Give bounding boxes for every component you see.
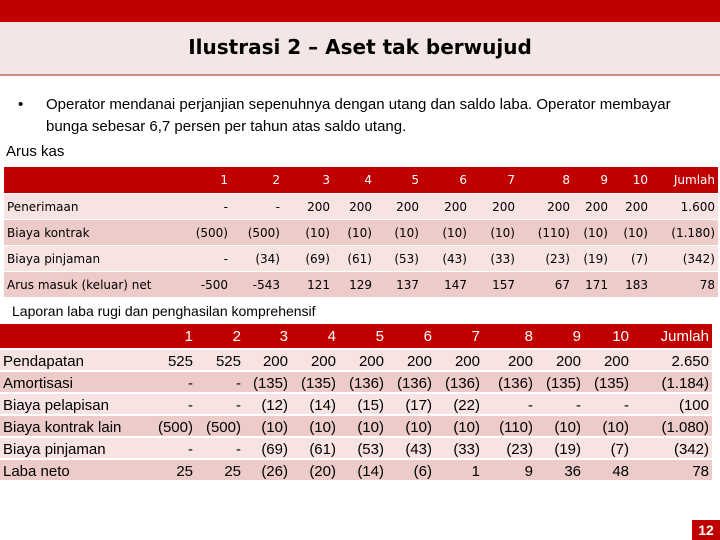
table-cell: - xyxy=(148,437,196,459)
table-cell: (22) xyxy=(435,393,483,415)
table-cell: (61) xyxy=(333,246,375,272)
table-cell: - xyxy=(174,194,231,220)
table-row xyxy=(0,371,712,393)
table-cell: (10) xyxy=(387,415,435,437)
table-cell: (136) xyxy=(387,371,435,393)
table-cell: (14) xyxy=(291,393,339,415)
column-header: 1 xyxy=(174,167,231,194)
cash-flow-table xyxy=(4,167,718,298)
table-cell: (10) xyxy=(339,415,387,437)
row-label: Biaya pinjaman xyxy=(4,246,174,272)
table-cell: 200 xyxy=(291,349,339,371)
table-cell: (53) xyxy=(339,437,387,459)
table-cell: (10) xyxy=(422,220,470,246)
column-header: 6 xyxy=(422,167,470,194)
table-cell: (135) xyxy=(244,371,291,393)
table-cell: 25 xyxy=(148,459,196,481)
column-header: 6 xyxy=(387,324,435,349)
table-cell: (10) xyxy=(536,415,584,437)
table-cell: (53) xyxy=(375,246,422,272)
table-cell: - xyxy=(536,393,584,415)
table-cell: 200 xyxy=(536,349,584,371)
table-cell: - xyxy=(174,246,231,272)
table-cell: (19) xyxy=(536,437,584,459)
row-label: Amortisasi xyxy=(0,371,148,393)
column-header: 10 xyxy=(584,324,632,349)
table-cell: (10) xyxy=(283,220,333,246)
table-cell: (7) xyxy=(611,246,651,272)
table-cell: 200 xyxy=(244,349,291,371)
row-label: Laba neto xyxy=(0,459,148,481)
bullet-dot: • xyxy=(18,96,24,113)
column-header: 10 xyxy=(611,167,651,194)
table-cell: (15) xyxy=(339,393,387,415)
column-header: Jumlah xyxy=(651,167,718,194)
row-label: Biaya kontrak xyxy=(4,220,174,246)
column-header: 4 xyxy=(291,324,339,349)
table-cell: -500 xyxy=(174,272,231,298)
table-cell: (6) xyxy=(387,459,435,481)
column-header: 9 xyxy=(573,167,611,194)
table-cell: - xyxy=(196,371,244,393)
table-cell: (135) xyxy=(536,371,584,393)
table-cell: 171 xyxy=(573,272,611,298)
table-cell: 200 xyxy=(339,349,387,371)
table-cell: - xyxy=(483,393,536,415)
table-cell: 25 xyxy=(196,459,244,481)
table-row xyxy=(0,415,712,437)
table-cell: (10) xyxy=(470,220,518,246)
table-cell: (69) xyxy=(244,437,291,459)
table-cell: 200 xyxy=(573,194,611,220)
table-cell: 200 xyxy=(435,349,483,371)
column-header: 5 xyxy=(375,167,422,194)
table-cell: 137 xyxy=(375,272,422,298)
table-row xyxy=(4,246,718,272)
header-corner xyxy=(0,324,148,349)
table-cell: - xyxy=(196,393,244,415)
table-cell: (10) xyxy=(435,415,483,437)
income-statement-heading: Laporan laba rugi dan penghasilan komprehensif xyxy=(12,303,316,319)
table-cell: (17) xyxy=(387,393,435,415)
table-cell: (23) xyxy=(483,437,536,459)
table-cell: (12) xyxy=(244,393,291,415)
table-cell: 200 xyxy=(375,194,422,220)
table-cell: (43) xyxy=(387,437,435,459)
header-band xyxy=(0,0,720,22)
table-cell: 1.600 xyxy=(651,194,718,220)
table-cell: 200 xyxy=(283,194,333,220)
table-cell: 200 xyxy=(387,349,435,371)
table-cell: 200 xyxy=(611,194,651,220)
table-cell: (500) xyxy=(196,415,244,437)
table-cell: 1 xyxy=(435,459,483,481)
row-label: Biaya pelapisan xyxy=(0,393,148,415)
table-cell: (136) xyxy=(483,371,536,393)
table-cell: (135) xyxy=(291,371,339,393)
table-cell: (43) xyxy=(422,246,470,272)
income-statement-table xyxy=(0,324,712,482)
table-cell: (10) xyxy=(375,220,422,246)
table-cell: (10) xyxy=(584,415,632,437)
table-cell: (1.080) xyxy=(632,415,712,437)
column-header: 7 xyxy=(470,167,518,194)
page-number: 12 xyxy=(692,520,720,540)
table-row xyxy=(4,272,718,298)
table-cell: - xyxy=(584,393,632,415)
table-cell: (1.180) xyxy=(651,220,718,246)
table-cell: (14) xyxy=(339,459,387,481)
table-cell: (61) xyxy=(291,437,339,459)
column-header: 9 xyxy=(536,324,584,349)
column-header: 2 xyxy=(196,324,244,349)
column-header: 3 xyxy=(283,167,333,194)
table-header-row xyxy=(0,324,712,349)
column-header: 3 xyxy=(244,324,291,349)
slide-title: Ilustrasi 2 – Aset tak berwujud xyxy=(188,35,532,59)
table-cell: -543 xyxy=(231,272,283,298)
table-cell: (69) xyxy=(283,246,333,272)
table-cell: (136) xyxy=(435,371,483,393)
table-cell: 200 xyxy=(422,194,470,220)
table-cell: (33) xyxy=(435,437,483,459)
table-cell: (500) xyxy=(148,415,196,437)
header-corner xyxy=(4,167,174,194)
table-cell: (1.184) xyxy=(632,371,712,393)
column-header: 2 xyxy=(231,167,283,194)
table-cell: 78 xyxy=(651,272,718,298)
table-cell: (10) xyxy=(244,415,291,437)
table-cell: - xyxy=(231,194,283,220)
table-cell: (500) xyxy=(174,220,231,246)
table-cell: (110) xyxy=(518,220,573,246)
column-header: Jumlah xyxy=(632,324,712,349)
table-cell: 200 xyxy=(470,194,518,220)
table-cell: (10) xyxy=(291,415,339,437)
row-label: Penerimaan xyxy=(4,194,174,220)
cash-flow-heading: Arus kas xyxy=(6,143,65,160)
table-cell: 157 xyxy=(470,272,518,298)
table-cell: - xyxy=(148,393,196,415)
table-row xyxy=(4,220,718,246)
table-cell: 525 xyxy=(196,349,244,371)
table-cell: 67 xyxy=(518,272,573,298)
table-cell: 200 xyxy=(333,194,375,220)
row-label: Arus masuk (keluar) net xyxy=(4,272,174,298)
table-cell: (19) xyxy=(573,246,611,272)
table-cell: (10) xyxy=(333,220,375,246)
table-cell: (34) xyxy=(231,246,283,272)
column-header: 8 xyxy=(518,167,573,194)
table-cell: (23) xyxy=(518,246,573,272)
table-cell: 9 xyxy=(483,459,536,481)
table-row xyxy=(0,437,712,459)
column-header: 1 xyxy=(148,324,196,349)
table-row xyxy=(4,194,718,220)
table-cell: 2.650 xyxy=(632,349,712,371)
table-header-row xyxy=(4,167,718,194)
table-cell: 200 xyxy=(518,194,573,220)
table-row xyxy=(0,459,712,481)
table-cell: (33) xyxy=(470,246,518,272)
table-row xyxy=(0,349,712,371)
table-cell: (136) xyxy=(339,371,387,393)
table-cell: 200 xyxy=(483,349,536,371)
table-cell: (500) xyxy=(231,220,283,246)
table-cell: 48 xyxy=(584,459,632,481)
column-header: 4 xyxy=(333,167,375,194)
table-cell: (26) xyxy=(244,459,291,481)
table-cell: 36 xyxy=(536,459,584,481)
table-cell: (135) xyxy=(584,371,632,393)
column-header: 5 xyxy=(339,324,387,349)
column-header: 8 xyxy=(483,324,536,349)
table-cell: (10) xyxy=(611,220,651,246)
table-cell: 147 xyxy=(422,272,470,298)
table-row xyxy=(0,393,712,415)
table-cell: 129 xyxy=(333,272,375,298)
column-header: 7 xyxy=(435,324,483,349)
table-cell: (110) xyxy=(483,415,536,437)
table-cell: (100 xyxy=(632,393,712,415)
table-cell: (342) xyxy=(632,437,712,459)
row-label: Pendapatan xyxy=(0,349,148,371)
row-label: Biaya pinjaman xyxy=(0,437,148,459)
table-cell: (342) xyxy=(651,246,718,272)
row-label: Biaya kontrak lain xyxy=(0,415,148,437)
table-cell: 183 xyxy=(611,272,651,298)
table-cell: 121 xyxy=(283,272,333,298)
table-cell: - xyxy=(148,371,196,393)
table-cell: (7) xyxy=(584,437,632,459)
table-cell: 78 xyxy=(632,459,712,481)
table-cell: 200 xyxy=(584,349,632,371)
table-cell: (20) xyxy=(291,459,339,481)
table-cell: (10) xyxy=(573,220,611,246)
bullet-text: Operator mendanai perjanjian sepenuhnya dengan utang dan saldo laba. Operator membayar bunga sebesar 6,7 persen per tahun atas saldo utang. xyxy=(46,96,671,135)
table-cell: - xyxy=(196,437,244,459)
table-cell: 525 xyxy=(148,349,196,371)
